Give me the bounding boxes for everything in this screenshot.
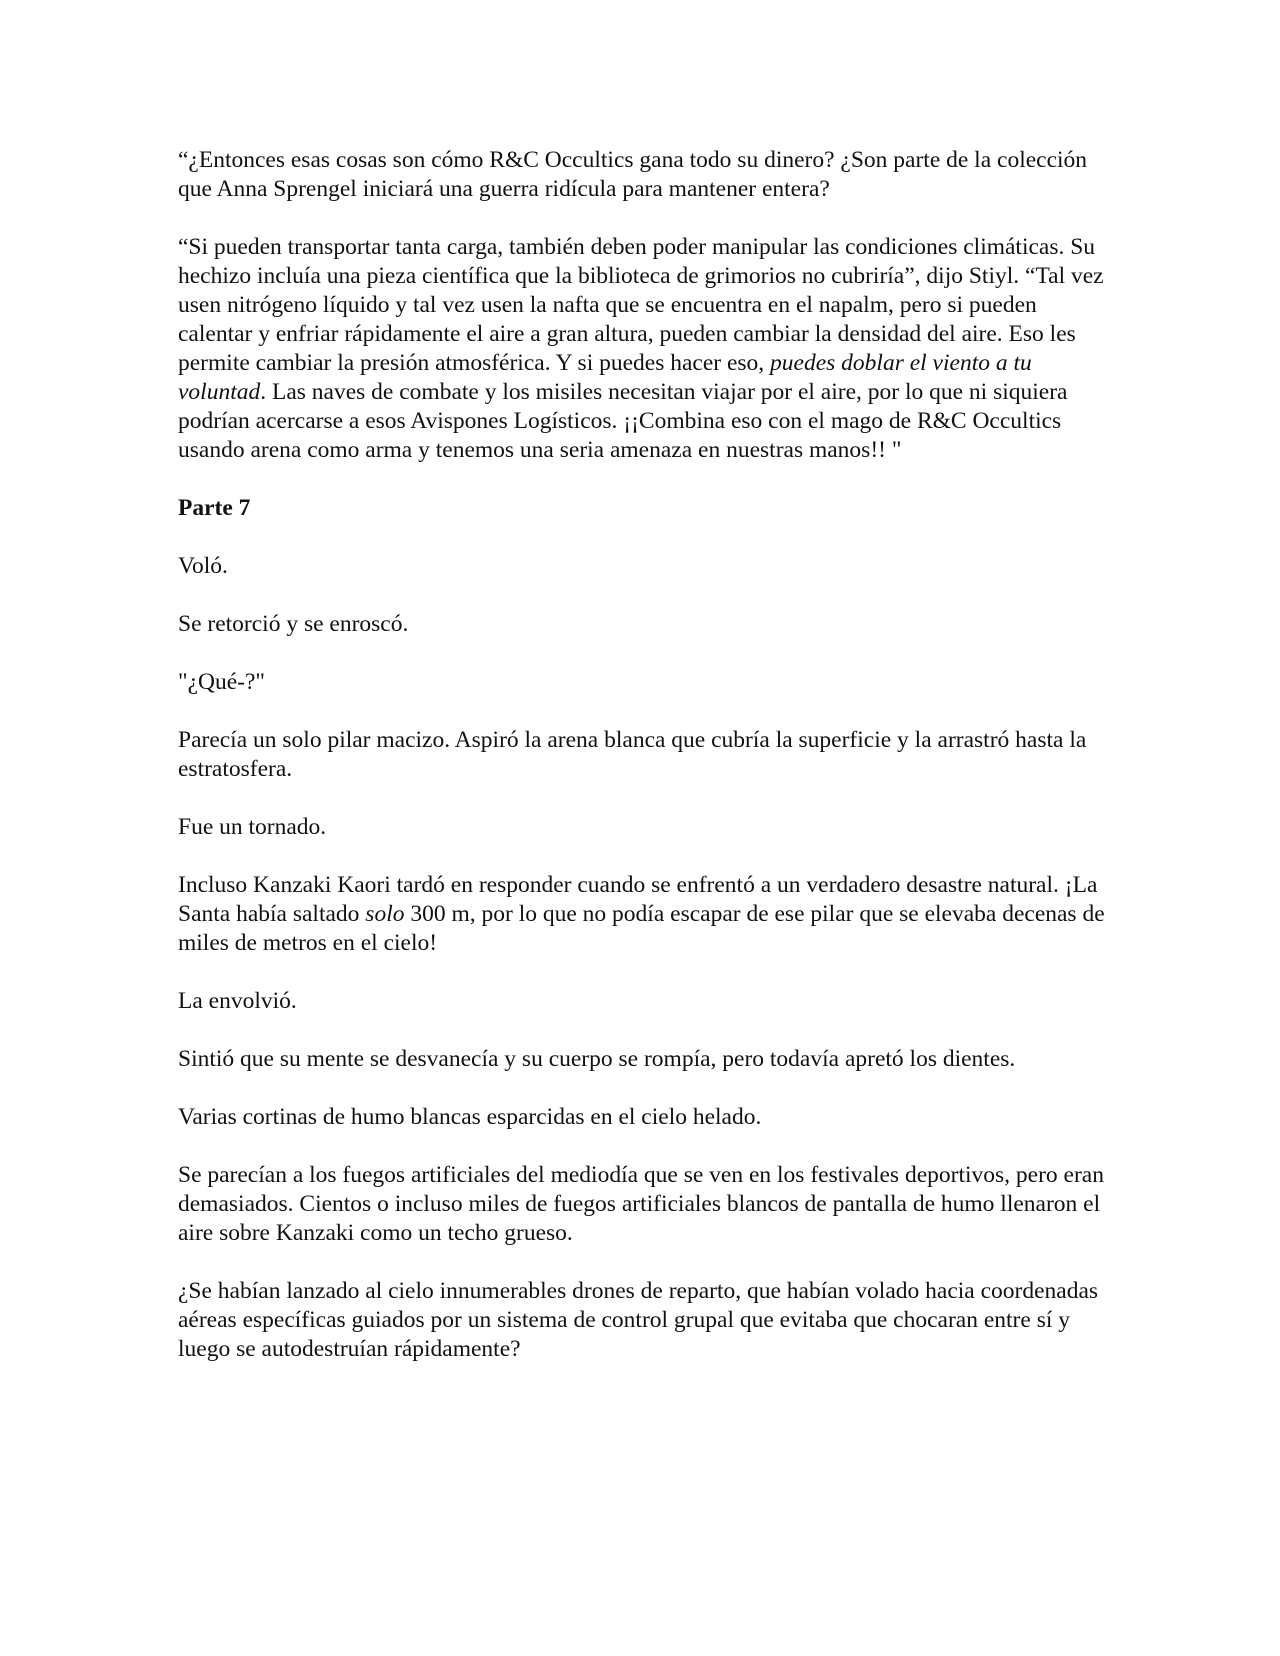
paragraph-2 <box>178 233 1108 465</box>
paragraph-2-text-start: “Si pueden transportar tanta carga, también deben poder manipular las condiciones climáticas. Su hechizo incluía una pieza científica que la biblioteca de grimorios no cubriría”, dijo Stiyl. “Tal vez usen nitrógeno líquido y tal vez usen la nafta que se encuentra en el napalm, pero si pueden calentar y enfriar rápidamente el aire a gran altura, pueden cambiar la densidad del aire. Eso les permite cambiar la presión atmosférica. Y si puedes hacer eso, <box>178 234 1104 376</box>
paragraph-10: Sintió que su mente se desvanecía y su cuerpo se rompía, pero todavía apretó los dientes. <box>178 1046 1016 1072</box>
paragraph-2-italic: puedes doblar el viento a tu voluntad <box>178 350 1032 405</box>
paragraph-5: "¿Qué-?" <box>178 669 266 695</box>
document-page <box>178 146 1108 1393</box>
section-heading: Parte 7 <box>178 495 251 521</box>
paragraph-2-text-end: . Las naves de combate y los misiles necesitan viajar por el aire, por lo que ni siquiera podrían acercarse a esos Avispones Logísticos. ¡¡Combina eso con el mago de R&C Occultics usando arena como arma y tenemos una seria amenaza en nuestras manos!! " <box>178 379 1068 463</box>
paragraph-1: “¿Entonces esas cosas son cómo R&C Occultics gana todo su dinero? ¿Son parte de la colección que Anna Sprengel iniciará una guerra ridícula para mantener entera? <box>178 147 1088 202</box>
paragraph-7: Fue un tornado. <box>178 814 327 840</box>
paragraph-9: La envolvió. <box>178 988 297 1014</box>
paragraph-11: Varias cortinas de humo blancas esparcidas en el cielo helado. <box>178 1104 762 1130</box>
paragraph-3: Voló. <box>178 553 228 579</box>
paragraph-8-text-end: 300 m, por lo que no podía escapar de ese pilar que se elevaba decenas de miles de metros en el cielo! <box>178 901 1105 956</box>
paragraph-8-text-start: Incluso Kanzaki Kaori tardó en responder cuando se enfrentó a un verdadero desastre natural. ¡La Santa había saltado <box>178 872 1098 927</box>
paragraph-12: Se parecían a los fuegos artificiales del mediodía que se ven en los festivales deportivos, pero eran demasiados. Cientos o incluso miles de fuegos artificiales blancos de pantalla de humo llenaron el aire sobre Kanzaki como un techo grueso. <box>178 1162 1104 1246</box>
paragraph-13: ¿Se habían lanzado al cielo innumerables drones de reparto, que habían volado hacia coordenadas aéreas específicas guiados por un sistema de control grupal que evitaba que chocaran entre sí y luego se autodestruían rápidamente? <box>178 1278 1099 1362</box>
paragraph-6: Parecía un solo pilar macizo. Aspiró la arena blanca que cubría la superficie y la arrastró hasta la estratosfera. <box>178 727 1087 782</box>
paragraph-8 <box>178 871 1108 958</box>
paragraph-4: Se retorció y se enroscó. <box>178 611 409 637</box>
paragraph-8-italic: solo <box>365 901 405 927</box>
